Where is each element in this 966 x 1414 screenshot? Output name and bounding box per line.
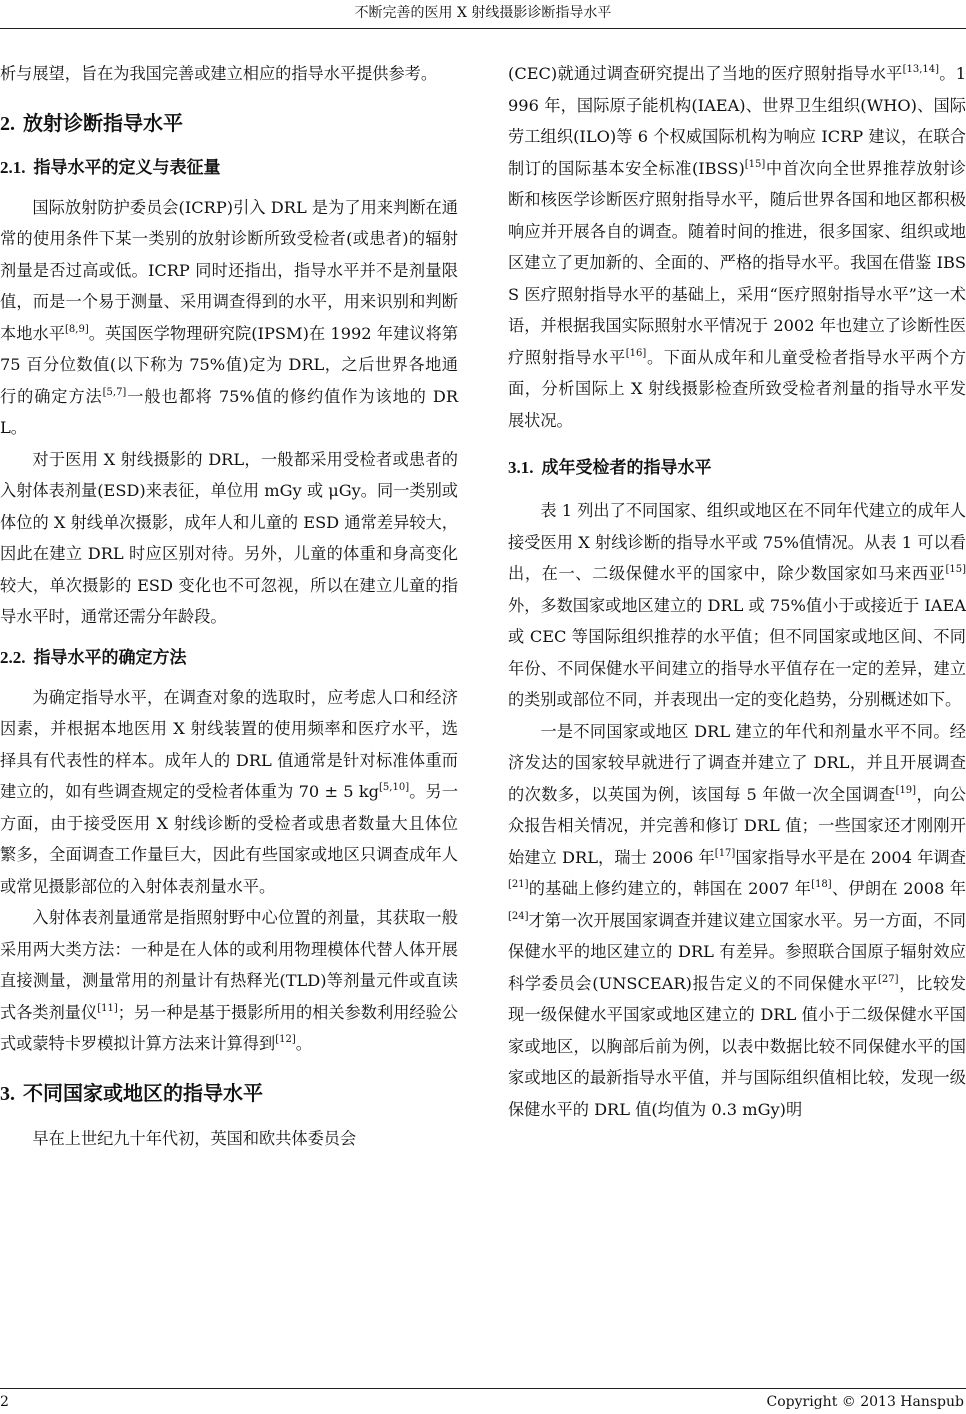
subsection-title: 指导水平的定义与表征量	[33, 157, 221, 178]
citation[interactable]: [21]	[508, 879, 529, 890]
subsection-number: 3.1.	[508, 458, 534, 477]
subsection-heading-2-2	[0, 643, 458, 673]
paragraph-country-differences: 一是不同国家或地区 DRL 建立的年代和剂量水平不同。经济发达的国家较早就进行了调查并建立了 DRL，并且开展调查的次数多，以英国为例，该国每 5 年做一次全国调查[19]，向公众报告相关情况，并完善和修订 DRL 值；一些国家还才刚刚开始建立 DRL，瑞士 2006 年[17]国家指导水平是在 2004 年调查[21]的基础上修约建立的，韩国在 2007 年[18]、伊朗在 2008 年[24]才第一次开展国家调查并建议建立国家水平。另一方面，不同保健水平的地区建立的 DRL 有差异。参照联合国原子辐射效应科学委员会(UNSCEAR)报告定义的不同保健水平[27]，比较发现一级保健水平国家或地区建立的 DRL 值小于二级保健水平国家或地区，以胸部后前为例，以表中数据比较不同保健水平的国家或地区的最新指导水平值，并与国际组织值相比较，发现一级保健水平的 DRL 值(均值为 0.3 mGy)明	[508, 721, 966, 1119]
subsection-heading-2-1	[0, 153, 458, 183]
copyright-notice: Copyright © 2013 Hanspub	[766, 1394, 964, 1410]
subsection-title: 指导水平的确定方法	[33, 647, 187, 668]
subsection-number: 2.2.	[0, 647, 26, 667]
footer-rule	[0, 1388, 966, 1389]
citation[interactable]: [13,14]	[902, 64, 940, 75]
citation[interactable]: [27]	[878, 973, 899, 985]
citation[interactable]: [8,9]	[65, 323, 89, 335]
section-title: 放射诊断指导水平	[23, 110, 183, 135]
section-number: 3.	[0, 1082, 15, 1105]
subsection-heading-3-1	[508, 453, 966, 483]
subsection-title: 成年受检者的指导水平	[541, 458, 712, 478]
section-heading-3	[0, 1077, 458, 1110]
citation[interactable]: [18]	[811, 879, 832, 890]
citation[interactable]: [5,7]	[102, 386, 127, 398]
paragraph-history-start: 早在上世纪九十年代初，英国和欧共体委员会	[32, 1128, 357, 1148]
page-number: 2	[0, 1394, 9, 1410]
section-number: 2.	[0, 112, 15, 135]
intro-paragraph: 析与展望，旨在为我国完善或建立相应的指导水平提供参考。	[0, 64, 438, 83]
subsection-number: 2.1.	[0, 157, 26, 177]
paragraph-sampling: 为确定指导水平，在调查对象的选取时，应考虑人口和经济因素，并根据本地医用 X 射线装置的使用频率和医疗水平，选择具有代表性的样本。成年人的 DRL 值通常是针对标准体重而建立的，如有些调查规定的受检者体重为 70 ± 5 kg[5,10]。另一方面，由于接受医用 X 射线诊断的受检者或患者数量大且体位繁多，全面调查工作量巨大，因此有些国家或地区只调查成年人或常见摄影部位的入射体表剂量水平。	[0, 687, 459, 896]
citation[interactable]: [11]	[97, 1002, 118, 1014]
right-column	[508, 58, 966, 1125]
citation[interactable]: [15]	[945, 564, 966, 575]
section-title: 不同国家或地区的指导水平	[23, 1080, 263, 1105]
citation[interactable]: [15]	[744, 158, 766, 170]
paragraph-adult-table: 表 1 列出了不同国家、组织或地区在不同年代建立的成年人接受医用 X 射线诊断的指导水平或 75%值情况。从表 1 可以看出，在一、二级保健水平的国家中，除少数国家如马来西亚[15]外，多数国家或地区建立的 DRL 或 75%值小于或接近于 IAEA 或 CEC 等国际组织推荐的水平值；但不同国家或地区间、不同年份、不同保健水平间建立的指导水平值存在一定的差异，建立的类别或部位不同，并表现出一定的变化趋势，分别概述如下。	[508, 501, 966, 709]
paragraph-esd: 对于医用 X 射线摄影的 DRL，一般都采用受检者或患者的入射体表剂量(ESD)来表征，单位用 mGy 或 μGy。同一类别或体位的 X 射线单次摄影，成年人和儿童的 ESD 通常差异较大，因此在建立 DRL 时应区别对待。另外，儿童的体重和身高变化较大，单次摄影的 ESD 变化也不可忽视，所以在建立儿童的指导水平时，通常还需分年龄段。	[0, 449, 458, 626]
paragraph-drl-definition: 国际放射防护委员会(ICRP)引入 DRL 是为了用来判断在通常的使用条件下某一类别的放射诊断所致受检者(或患者)的辐射剂量是否过高或低。ICRP 同时还指出，指导水平并不是剂量限值，而是一个易于测量、采用调查得到的水平，用来识别和判断本地水平[8,9]。英国医学物理研究院(IPSM)在 1992 年建议将第 75 百分位数值(以下称为 75%值)定为 DRL，之后世界各地通行的确定方法[5,7]一般也都将 75%值的修约值作为该地的 DRL。	[0, 197, 459, 437]
citation[interactable]: [5,10]	[379, 782, 410, 793]
citation[interactable]: [24]	[508, 910, 529, 922]
citation[interactable]: [12]	[275, 1034, 296, 1045]
header-rule	[0, 28, 966, 29]
citation[interactable]: [16]	[625, 347, 647, 359]
section-heading-2	[0, 107, 458, 140]
running-header: 不断完善的医用 X 射线摄影诊断指导水平	[354, 5, 612, 21]
paragraph-history-continued: (CEC)就通过调查研究提出了当地的医疗照射指导水平[13,14]。1996 年，国际原子能机构(IAEA)、世界卫生组织(WHO)、国际劳工组织(ILO)等 6 个权威国际机构为响应 ICRP 建议，在联合制订的国际基本安全标准(IBSS)[15]中首次向全世界推荐放射诊断和核医学诊断医疗照射指导水平，随后世界各国和地区都积极响应并开展各自的调查。随着时间的推进，很多国家、组织或地区建立了更加新的、全面的、严格的指导水平。我国在借鉴 IBSS 医疗照射指导水平的基础上，采用“医疗照射指导水平”这一术语，并根据我国实际照射水平情况于 2002 年也建立了诊断性医疗照射指导水平[16]。下面从成年和儿童受检者指导水平两个方面，分析国际上 X 射线摄影检查所致受检者剂量的指导水平发展状况。	[508, 64, 966, 430]
citation[interactable]: [17]	[714, 847, 736, 859]
citation[interactable]: [19]	[895, 784, 917, 796]
paragraph-measurement: 入射体表剂量通常是指照射野中心位置的剂量，其获取一般采用两大类方法：一种是在人体的或利用物理模体代替人体开展直接测量，测量常用的剂量计有热释光(TLD)等剂量元件或直读式各类剂量仪[11]；另一种是基于摄影所用的相关参数利用经验公式或蒙特卡罗模拟计算方法来计算得到[12]。	[0, 908, 458, 1053]
left-column	[0, 58, 458, 1154]
